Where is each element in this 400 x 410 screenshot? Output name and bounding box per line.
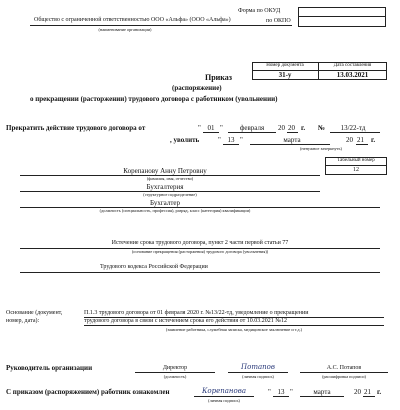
position-caption: (должность (специальность, профессия), разряд, класс (категория) квалификации) — [99, 208, 251, 213]
organization-line — [30, 25, 292, 26]
ack-year-prefix: 20 — [354, 388, 361, 396]
organization-name: Общество с ограниченной ответственностью ООО «Альфа» (ООО «Альфа») — [34, 17, 231, 23]
doc-number-header: Номер документа — [266, 63, 304, 68]
basis-label-2: номер, дата): — [6, 318, 40, 324]
ack-signature: Корепанова — [201, 387, 246, 395]
head-label: Руководитель организации — [6, 364, 93, 372]
year-suffix-2: г. — [371, 136, 376, 144]
contract-number: 13/22-тд — [340, 124, 366, 132]
dismiss-label: , уволить — [170, 136, 200, 144]
year-prefix-2: 20 — [346, 136, 353, 144]
head-position-caption: (должность) — [163, 374, 187, 379]
order-heading: о прекращении (расторжении) трудового договора с работником (увольнении) — [30, 95, 278, 103]
year-prefix-1: 20 — [278, 124, 285, 132]
number-label: № — [318, 124, 326, 132]
contract-from-day: 01 — [207, 124, 215, 132]
dismiss-year: 21 — [357, 136, 364, 144]
ack-signature-caption: (личная подпись) — [208, 398, 240, 403]
organization-caption: (наименование организации) — [98, 27, 152, 32]
labor-code: Трудового кодекса Российской Федерации — [100, 264, 208, 270]
order-title: Приказ — [205, 73, 232, 82]
department-caption: (структурное подразделение) — [143, 192, 197, 197]
tab-number: 12 — [353, 167, 359, 173]
employee-name: Корепанову Анну Петровну — [123, 167, 207, 175]
head-name: А.С. Потапов — [326, 365, 362, 371]
contract-from-year: 20 — [288, 124, 295, 132]
employee-name-caption: (фамилия, имя, отчество) — [146, 176, 194, 181]
head-signature-caption: (личная подпись) — [242, 374, 274, 379]
employee-department: Бухгалтерия — [146, 183, 184, 191]
ack-label: С приказом (распоряжением) работник ознакомлен — [6, 388, 170, 396]
termination-reason: Истечение срока трудового договора, пункт 2 части первой статьи 77 — [111, 240, 289, 246]
reason-caption: (основание прекращения (расторжения) трудового договора (увольнения)) — [131, 249, 269, 254]
codes-divider — [298, 16, 386, 17]
year-suffix: г. — [301, 124, 306, 132]
employee-position: Бухгалтер — [149, 199, 181, 207]
head-signature: Потапов — [241, 363, 275, 371]
codes-box — [298, 7, 386, 27]
doc-date-header: Дата составления — [333, 63, 372, 68]
dismiss-month: марта — [283, 136, 301, 144]
ack-day: 13 — [277, 388, 285, 396]
ack-month: марта — [313, 388, 331, 396]
dismiss-day: 13 — [227, 136, 235, 144]
basis-label-1: Основание (документ, — [6, 310, 63, 316]
head-name-caption: (расшифровка подписи) — [322, 374, 366, 379]
unneeded-caption: (ненужное зачеркнуть) — [300, 146, 342, 151]
ack-year-suffix: г. — [377, 388, 382, 396]
order-subtitle: (распоряжение) — [172, 84, 222, 92]
ack-year: 21 — [364, 388, 371, 396]
tab-number-header: Табельный номер — [337, 158, 375, 163]
doc-date: 13.03.2021 — [336, 71, 369, 79]
basis-line-1: П.1.3 трудового договора от 01 февраля 2020 г. №13/22-тд, уведомление о прекращении — [84, 310, 309, 316]
okud-label: Форма по ОКУД — [238, 8, 281, 14]
terminate-label: Прекратить действие трудового договора от — [6, 124, 146, 132]
basis-caption: (заявление работника, служебная записка, медицинское заключение и т.д.) — [165, 327, 303, 332]
doc-number: 31-у — [278, 71, 292, 79]
head-position: Директор — [162, 365, 188, 371]
okpo-label: по ОКПО — [266, 18, 291, 24]
basis-line-2: трудового договора в связи с истечением срока его действия от 10.03.2021 №12 — [84, 318, 287, 324]
contract-from-month: февраля — [239, 124, 265, 132]
